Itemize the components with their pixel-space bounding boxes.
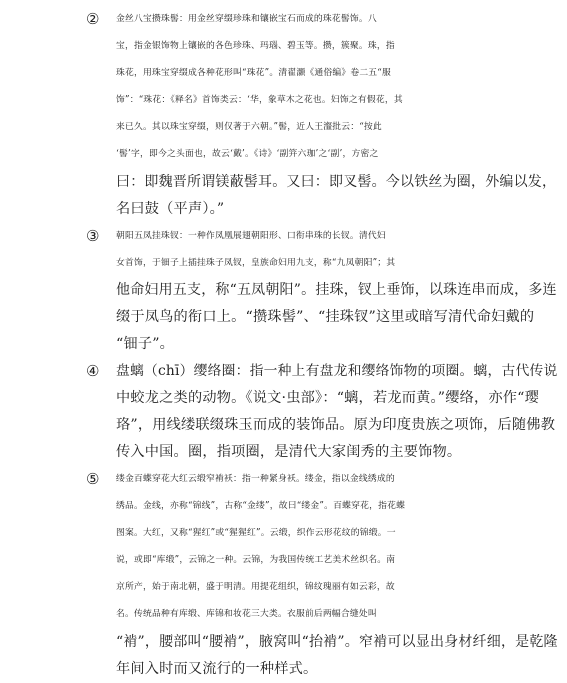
footnote-line: 京所产，始于南北朝，盛于明清。用提花组织，锦纹瑰丽有如云彩，故 [116, 582, 395, 593]
footnote-line: 缕金百蝶穿花大红云缎窄褃袄：指一种紧身袄。缕金，指以金线绣成的 [116, 474, 395, 484]
footnote-line: “钿子”。 [116, 336, 175, 353]
footnote-line: 名曰鼓（平声）。” [116, 200, 225, 217]
footnote-line: 传入中国。圈，指项圈，是清代大家闺秀的主要饰物。 [116, 444, 462, 461]
footnote-line: 说，或即“库缎”，云锦之一种。云锦，为我国传统工艺美术丝织名。南 [116, 555, 396, 566]
footnote-line: 饰”：“珠花：《释名》首饰类云：‘华，象草木之花也。妇饰之有假花，其 [116, 95, 403, 106]
footnote-line: ‘髻’字，即今之头面也，故云‘戴’。《诗》‘副笄六珈’之‘副’，方密之 [116, 149, 379, 160]
footnote-line: 金丝八宝攒珠髻：用金丝穿缀珍珠和镶嵌宝石而成的珠花髻饰。八 [116, 14, 377, 24]
footnote-line: “褃”，腰部叫“腰褃”，腋窝叫“抬褃”。窄褃可以显出身材纤细，是乾隆 [116, 633, 558, 650]
footnote-marker: ③ [86, 227, 100, 245]
footnote-line: 盘螭（chī）缨络圈：指一种上有盘龙和缨络饰物的项圈。螭，古代传说 [116, 363, 558, 379]
footnote-line: 珞”，用线缕联缀珠玉而成的装饰品。原为印度贵族之项饰，后随佛教 [116, 417, 556, 434]
footnote-marker: ④ [86, 362, 100, 380]
footnote-line: 绣品。金线，亦称“锦线”，古称“金缕”，故曰“缕金”。百蝶穿花，指花蝶 [116, 501, 406, 512]
footnote-line: 女首饰，于钿子上插挂珠子凤钗，皇族命妇用九支，称“九凤朝阳”；其 [116, 258, 396, 269]
footnote-line: 中蛟龙之类的动物。《说文·虫部》：“螭，若龙而黄。”缨络，亦作“璎 [116, 390, 540, 407]
footnote-4 [36, 358, 558, 466]
footnote-line: 缀于凤鸟的衔口上。“攒珠髻”、“挂珠钗”这里或暗写清代命妇戴的 [116, 309, 535, 326]
footnote-line: 曰：即魏晋所谓镁蔽髻耳。又曰：即叉髻。今以铁丝为圈，外编以发， [116, 173, 557, 190]
footnote-line: 朝阳五凤挂珠钗：一种作凤凰展翅朝阳形、口衔串珠的长钗。清代妇 [116, 231, 386, 241]
footnote-3 [36, 223, 557, 358]
footnote-line: 图案。大红，又称“猩红”或“猩猩红”。云缎，织作云形花纹的锦缎。一 [116, 528, 396, 539]
footnote-line: 宝，指金银饰物上镶嵌的各色珍珠、玛瑙、碧玉等。攒，簇聚。珠，指 [116, 41, 395, 52]
footnote-line: 来已久。其以珠宝穿缀，则仅著于六朝。”髻，近人王瀣批云：“按此 [116, 122, 382, 133]
footnote-line: 他命妇用五支，称“五凤朝阳”。挂珠，钗上垂饰，以珠连串而成，多连 [116, 282, 557, 299]
footnote-line: 珠花，用珠宝穿缀成各种花形叫“珠花”。清翟灏《通俗编》卷二五“服 [116, 68, 392, 79]
footnote-2 [36, 6, 556, 223]
footnote-5 [36, 466, 558, 683]
footnote-line: 名。传统品种有库缎、库锦和妆花三大类。衣服前后两幅合缝处叫 [116, 609, 377, 620]
footnote-marker: ⑤ [86, 470, 100, 488]
footnote-marker: ② [86, 10, 100, 28]
footnote-line: 年间入时而又流行的一种样式。 [116, 660, 318, 677]
